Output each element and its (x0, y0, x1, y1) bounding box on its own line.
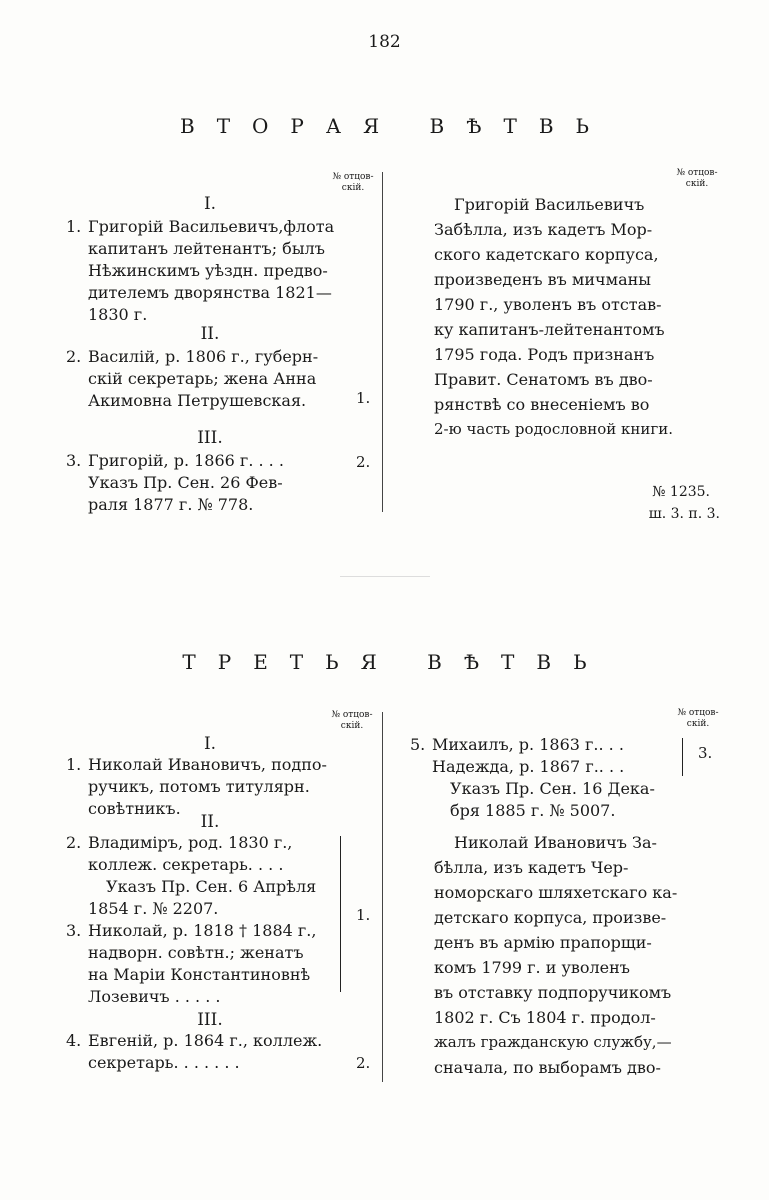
entry-line: секретарь. . . . . . . (88, 1053, 240, 1072)
entry-line: Нѣжинскимъ уѣздн. предво- (88, 261, 328, 280)
para-line: 1802 г. Съ 1804 г. продол- (434, 1008, 656, 1027)
col-label-left: № отцов-скій. (331, 710, 373, 731)
entry-line: совѣтникъ. (88, 799, 181, 818)
entry-number: 3. (66, 921, 82, 940)
entry-5 (410, 734, 680, 822)
para-line: 2-ю часть родословной книги. (434, 420, 674, 438)
entry-4 (66, 1030, 366, 1074)
para-line: детскаго корпуса, произве- (434, 908, 667, 927)
entry-line: Михаилъ, р. 1863 г.. . . (432, 735, 624, 754)
para-line: Забѣлла, изъ кадетъ Мор- (434, 220, 653, 239)
entry-number: 2. (66, 833, 82, 852)
archive-ref-2: ш. 3. п. 3. (648, 506, 720, 522)
entry-line: Василій, р. 1806 г., губерн- (88, 347, 319, 366)
entry-line: Николай, р. 1818 † 1884 г., (88, 921, 317, 940)
entry-line: на Маріи Константиновнѣ (88, 965, 311, 984)
generation-roman-2: II. (200, 812, 220, 832)
section-heading-second-branch: ВТОРАЯ ВѢТВЬ (180, 114, 611, 138)
entry-number: 5. (410, 735, 426, 754)
entry-line: Евгеній, р. 1864 г., коллеж. (88, 1031, 323, 1050)
para-line: Николай Ивановичъ За- (454, 833, 657, 852)
entry-1 (66, 216, 366, 326)
biography-paragraph-2 (434, 830, 680, 1080)
entry-3 (66, 450, 366, 516)
para-line: ского кадетскаго корпуса, (434, 245, 659, 264)
entry-line: 1830 г. (88, 305, 148, 324)
entry-line: Григорій Васильевичъ,флота (88, 217, 335, 236)
entry-line: дителемъ дворянства 1821— (88, 283, 332, 302)
para-line: Правит. Сенатомъ въ дво- (434, 370, 653, 389)
entry-line: Григорій, р. 1866 г. . . . (88, 451, 284, 470)
column-divider (382, 172, 383, 512)
entry-line: ручикъ, потомъ титулярн. (88, 777, 310, 796)
entry-line: коллеж. секретарь. . . . (88, 855, 284, 874)
father-ref: 1. (356, 906, 371, 924)
entry-line: надворн. совѣтн.; женатъ (88, 943, 304, 962)
para-line: въ отставку подпоручикомъ (434, 983, 672, 1002)
entry-line: Указъ Пр. Сен. 6 Апрѣля (106, 877, 317, 896)
para-line: бѣлла, изъ кадетъ Чер- (434, 858, 629, 877)
page-number: 182 (368, 32, 401, 52)
father-ref: 1. (356, 389, 371, 407)
para-line: произведенъ въ мичманы (434, 270, 651, 289)
entry-line: Лозевичъ . . . . . (88, 987, 221, 1006)
para-line: комъ 1799 г. и уволенъ (434, 958, 630, 977)
entry-line: Надежда, р. 1867 г.. . . (432, 757, 625, 776)
section-divider (340, 576, 430, 577)
entry-3 (66, 920, 336, 1008)
entry-line: 1854 г. № 2207. (88, 899, 219, 918)
column-divider (382, 712, 383, 1082)
para-line: сначала, по выборамъ дво- (434, 1058, 661, 1077)
father-ref: 2. (356, 453, 371, 471)
entry-number: 1. (66, 217, 82, 236)
entry-number: 1. (66, 755, 82, 774)
para-line: номорскаго шляхетскаго ка- (434, 883, 678, 902)
bracket (682, 738, 683, 776)
col-label-left: № отцов-скій. (332, 172, 374, 193)
entry-number: 4. (66, 1031, 82, 1050)
generation-roman-3: III. (197, 1010, 223, 1030)
entry-line: Указъ Пр. Сен. 26 Фев- (88, 473, 283, 492)
entry-line: бря 1885 г. № 5007. (450, 801, 616, 820)
generation-roman-1: I. (203, 194, 217, 214)
father-ref: 3. (698, 744, 713, 762)
para-line: жалъ гражданскую службу,— (434, 1033, 672, 1051)
section-heading-third-branch: ТРЕТЬЯ ВѢТВЬ (182, 650, 609, 674)
col-label-right: № отцов-скій. (677, 708, 719, 729)
entry-line: Владиміръ, род. 1830 г., (88, 833, 293, 852)
entry-line: Акимовна Петрушевская. (88, 391, 307, 410)
para-line: ку капитанъ-лейтенантомъ (434, 320, 665, 339)
para-line: 1795 года. Родъ признанъ (434, 345, 655, 364)
para-line: денъ въ армію прапорщи- (434, 933, 652, 952)
col-label-right: № отцов-скій. (676, 168, 718, 189)
para-line: 1790 г., уволенъ въ отстав- (434, 295, 662, 314)
generation-roman-1: I. (203, 734, 217, 754)
generation-roman-3: III. (197, 428, 223, 448)
entry-line: капитанъ лейтенантъ; былъ (88, 239, 325, 258)
para-line: Григорій Васильевичъ (454, 195, 645, 214)
entry-1 (66, 754, 366, 820)
para-line: рянствѣ со внесеніемъ во (434, 395, 650, 414)
entry-line: скій секретарь; жена Анна (88, 369, 317, 388)
entry-number: 2. (66, 347, 82, 366)
archive-ref-1: № 1235. (652, 484, 710, 500)
generation-roman-2: II. (200, 324, 220, 344)
entry-line: раля 1877 г. № 778. (88, 495, 254, 514)
entry-2 (66, 346, 366, 412)
entry-line: Указъ Пр. Сен. 16 Дека- (450, 779, 655, 798)
bracket (340, 836, 341, 992)
entry-number: 3. (66, 451, 82, 470)
entry-line: Николай Ивановичъ, подпо- (88, 755, 327, 774)
father-ref: 2. (356, 1054, 371, 1072)
entry-2 (66, 832, 336, 920)
biography-paragraph-1 (434, 192, 680, 442)
